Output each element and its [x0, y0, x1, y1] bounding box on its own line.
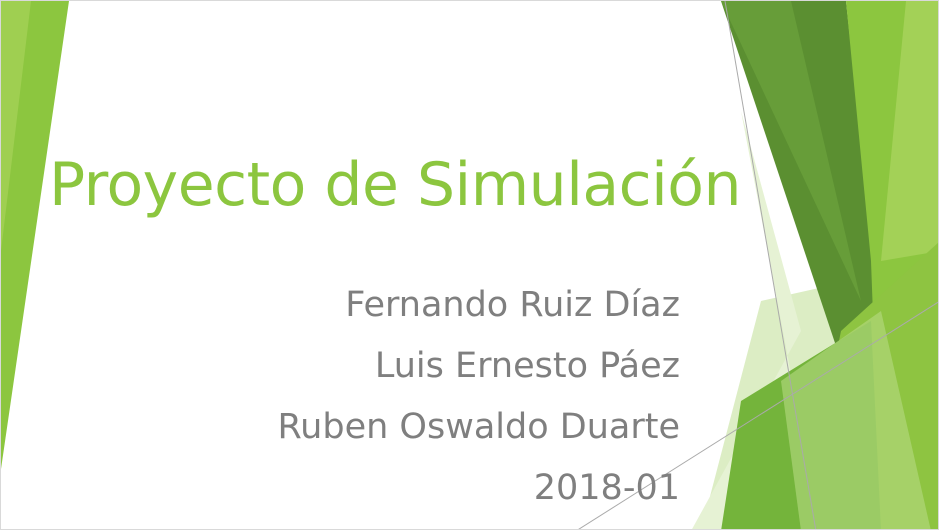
author-2: Luis Ernesto Páez	[374, 346, 680, 386]
slide-subtitle	[277, 275, 680, 519]
slide-title: Proyecto de Simulación	[49, 150, 742, 220]
slide-date: 2018-01	[533, 468, 680, 508]
author-3: Ruben Oswaldo Duarte	[277, 407, 680, 447]
author-1: Fernando Ruiz Díaz	[345, 285, 680, 325]
